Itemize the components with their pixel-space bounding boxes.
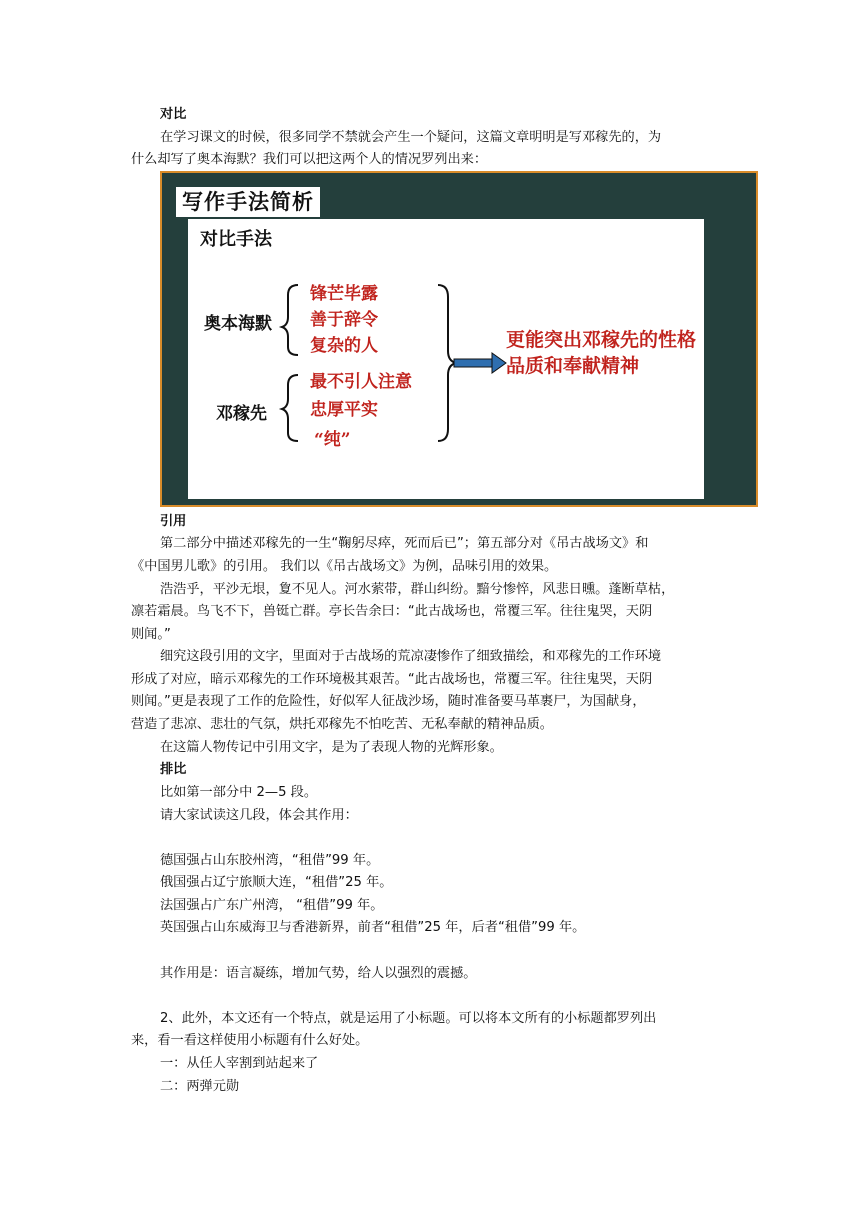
paragraph-line: 在这篇人物传记中引用文字，是为了表现人物的光辉形象。 xyxy=(160,740,503,755)
paragraph-line: 第二部分中描述邓稼先的一生“鞠躬尽瘁，死而后已”；第五部分对《吊古战场文》和 xyxy=(160,536,649,551)
list-item: 英国强占山东威海卫与香港新界，前者“租借”25 年，后者“租借”99 年。 xyxy=(160,920,586,935)
arrowhead-icon xyxy=(492,353,506,373)
paragraph-line: 则闻。”更是表现了工作的危险性，好似军人征战沙场，随时准备要马革裹尸，为国献身， xyxy=(131,694,646,709)
heading-parallel: 排比 xyxy=(160,762,187,777)
figure-title: 写作手法简析 xyxy=(176,187,320,217)
trait: “纯” xyxy=(314,430,351,450)
paragraph-line: 其作用是：语言凝练，增加气势，给人以强烈的震撼。 xyxy=(160,966,477,981)
trait: 善于辞令 xyxy=(310,310,378,330)
list-item: 俄国强占辽宁旅顺大连，“租借”25 年。 xyxy=(160,875,393,890)
person-deng-jiaxian: 邓稼先 xyxy=(216,404,267,424)
paragraph-line: 浩浩乎，平沙无垠，夐不见人。河水萦带，群山纠纷。黯兮惨悴，风悲日曛。蓬断草枯， xyxy=(160,582,675,597)
trait: 忠厚平实 xyxy=(310,400,378,420)
list-item: 法国强占广东广州湾， “租借”99 年。 xyxy=(160,898,384,913)
paragraph-line: 比如第一部分中 2—5 段。 xyxy=(160,785,318,800)
trait: 最不引人注意 xyxy=(310,372,412,392)
list-item: 一：从任人宰割到站起来了 xyxy=(160,1056,319,1071)
paragraph-line: 凛若霜晨。鸟飞不下，兽铤亡群。亭长告余曰：“此古战场也，常覆三军。往往鬼哭，天阴 xyxy=(131,604,653,619)
paragraph-line: 请大家试读这几段，体会其作用： xyxy=(160,808,358,823)
paragraph-line: 什么却写了奥本海默？我们可以把这两个人的情况罗列出来： xyxy=(131,152,488,167)
contrast-figure xyxy=(160,171,758,507)
paragraph-line: 营造了悲凉、悲壮的气氛，烘托邓稼先不怕吃苦、无私奉献的精神品质。 xyxy=(131,717,553,732)
brace-left-icon xyxy=(282,375,298,441)
figure-result: 更能突出邓稼先的性格品质和奉献精神 xyxy=(506,329,697,377)
brace-right-icon xyxy=(438,285,456,441)
brace-left-icon xyxy=(282,285,298,355)
trait: 锋芒毕露 xyxy=(310,284,378,304)
figure-panel xyxy=(188,219,704,499)
heading-quote: 引用 xyxy=(160,514,187,529)
heading-contrast: 对比 xyxy=(160,107,187,122)
paragraph-line: 细究这段引用的文字，里面对于古战场的荒凉凄惨作了细致描绘，和邓稼先的工作环境 xyxy=(160,649,662,664)
paragraph-line: 则闻。” xyxy=(131,627,171,642)
list-item: 二：两弹元勋 xyxy=(160,1079,240,1094)
arrow-icon xyxy=(454,359,492,367)
figure-subtitle: 对比手法 xyxy=(200,229,272,250)
paragraph-line: 形成了对应，暗示邓稼先的工作环境极其艰苦。“此古战场也，常覆三军。往往鬼哭，天阴 xyxy=(131,672,653,687)
trait: 复杂的人 xyxy=(310,336,378,356)
paragraph-line: 《中国男儿歌》的引用。 我们以《吊古战场文》为例，品味引用的效果。 xyxy=(131,559,558,574)
paragraph-line: 2、此外，本文还有一个特点，就是运用了小标题。可以将本文所有的小标题都罗列出 xyxy=(160,1011,657,1026)
paragraph-line: 来，看一看这样使用小标题有什么好处。 xyxy=(131,1033,369,1048)
list-item: 德国强占山东胶州湾，“租借”99 年。 xyxy=(160,853,380,868)
paragraph-line: 在学习课文的时候，很多同学不禁就会产生一个疑问，这篇文章明明是写邓稼先的，为 xyxy=(160,130,662,145)
person-oppenheimer: 奥本海默 xyxy=(204,314,272,334)
